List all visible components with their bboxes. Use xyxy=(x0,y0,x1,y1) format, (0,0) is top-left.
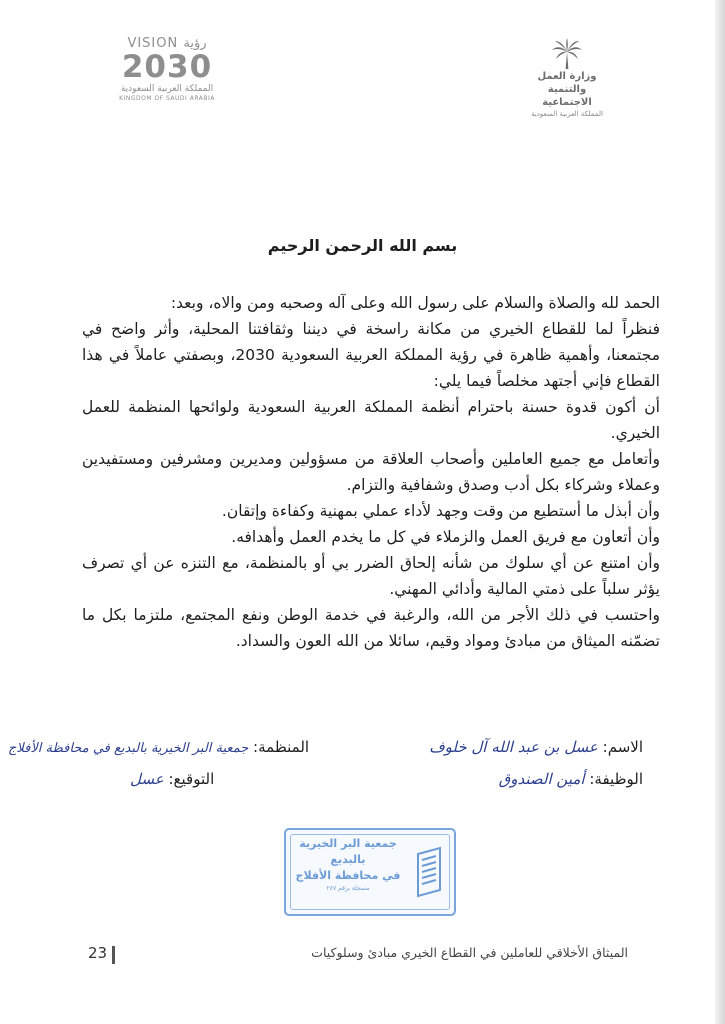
page-footer xyxy=(88,942,628,968)
signature-job-row xyxy=(499,770,643,788)
palm-tree-icon xyxy=(550,38,584,70)
basmala-title: بسم الله الرحمن الرحيم xyxy=(267,236,458,255)
ministry-country: المملكة العربية السعودية xyxy=(531,110,603,118)
body-paragraph-4: وأتعامل مع جميع العاملين وأصحاب العلاقة من مسؤولين ومديرين ومشرفين ومستفيدين وعملاء وشركاء بكل أدب وصدق وشفافية والتزام. xyxy=(82,450,660,494)
ministry-name-line2: والتنمية الاجتماعية xyxy=(542,84,592,108)
org-label: المنظمة: xyxy=(253,738,310,756)
footer-title: الميثاق الأخلاقي للعاملين في القطاع الخيري مبادئ وسلوكيات xyxy=(311,945,628,960)
body-paragraph-1: الحمد لله والصلاة والسلام على رسول الله وعلى آله وصحبه ومن والاه، وبعد: xyxy=(170,294,660,312)
body-paragraph-6: وأن أتعاون مع فريق العمل والزملاء في كل ما يخدم العمل وأهدافه. xyxy=(231,528,660,546)
signature-org-row xyxy=(8,738,309,756)
vision-country-en: KINGDOM OF SAUDI ARABIA xyxy=(119,95,215,102)
vision-label-en: VISION xyxy=(127,36,179,51)
vision-country-ar: المملكة العربية السعودية xyxy=(120,84,214,94)
page-number: 23 xyxy=(88,944,108,962)
org-handwritten: جمعية البر الخيرية بالبديع في محافظة الأفلاج xyxy=(8,741,249,756)
vision-year: 2030 xyxy=(121,49,213,85)
body-paragraph-5: وأن أبذل ما أستطيع من وقت وجهد لأداء عملي بمهنية وكفاءة وإتقان. xyxy=(221,502,660,520)
footer-divider xyxy=(112,946,115,964)
organization-stamp xyxy=(284,828,456,916)
stamp-line-1: جمعية البر الخيرية xyxy=(299,837,397,850)
signature-name-row xyxy=(429,738,643,756)
ministry-logo xyxy=(522,38,612,119)
stamp-line-2: بالبديع xyxy=(330,853,366,866)
ministry-name-line1: وزارة العمل xyxy=(537,71,597,82)
name-label: الاسم: xyxy=(602,738,643,756)
vision-label-ar: رؤية xyxy=(183,36,207,51)
stamp-line-4: مسجلة برقم ٢٤٧ xyxy=(326,885,370,892)
body-paragraph-8: واحتسب في ذلك الأجر من الله، والرغبة في خدمة الوطن ونفع المجتمع، ملتزما بكل ما تضمّنه الميثاق من مبادئ ومواد وقيم، سائلا من الله العون والسداد. xyxy=(82,606,660,650)
stamp-book-icon xyxy=(414,844,446,898)
job-handwritten: أمين الصندوق xyxy=(498,770,585,788)
job-label: الوظيفة: xyxy=(589,770,643,788)
page-edge-shadow xyxy=(715,0,725,1024)
charter-body xyxy=(82,290,660,654)
name-handwritten: عسل بن عبد الله آل خلوف xyxy=(429,738,598,756)
handwritten-signature: عسل xyxy=(130,770,164,788)
body-paragraph-7: وأن امتنع عن أي سلوك من شأنه إلحاق الضرر بي أو بالمنظمة، مع التنزه عن أي تصرف يؤثر سلباً على ذمتي المالية وأدائي المهني. xyxy=(82,554,660,598)
body-paragraph-3: أن أكون قدوة حسنة باحترام أنظمة المملكة العربية السعودية ولوائحها المنظمة للعمل الخيري. xyxy=(82,398,660,442)
body-paragraph-2: فنظراً لما للقطاع الخيري من مكانة راسخة في ديننا وثقافتنا المحلية، وأثر واضح في مجتمعنا، وأهمية ظاهرة في رؤية المملكة العربية السعودية 2030، وبصفتي عاملاً في هذا القطاع فإني أجتهد مخلصاً فيما يلي: xyxy=(82,320,661,390)
stamp-line-3: في محافظة الأفلاج xyxy=(295,869,401,882)
vision-2030-logo xyxy=(112,36,222,102)
sign-label: التوقيع: xyxy=(168,770,215,788)
signature-sign-row xyxy=(130,770,214,788)
